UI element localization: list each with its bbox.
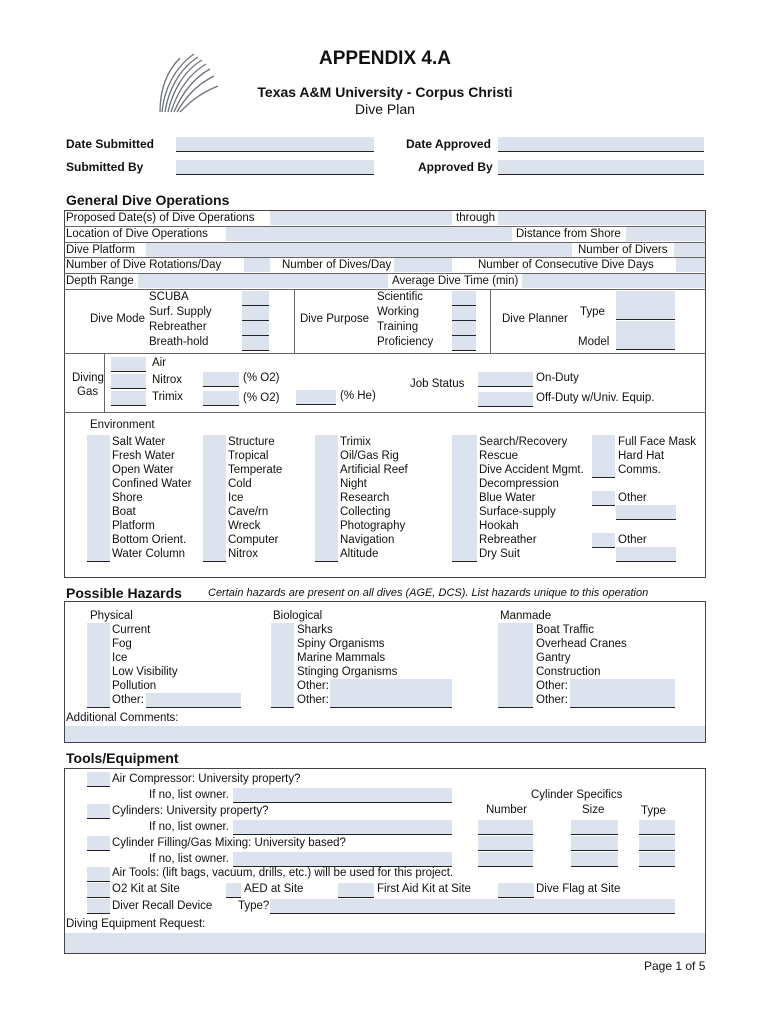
- env-check-2-9[interactable]: [203, 547, 226, 562]
- env-option-2-8: Computer: [228, 534, 279, 546]
- env-check-3-9[interactable]: [315, 547, 338, 562]
- environment-label: Environment: [90, 419, 155, 431]
- env-option-2-2: Tropical: [228, 450, 269, 462]
- env-option-1-3: Open Water: [112, 464, 174, 476]
- physical-other-field[interactable]: [146, 693, 241, 708]
- env-check-4-5[interactable]: [452, 491, 477, 506]
- env-option-3-5: Research: [340, 492, 390, 504]
- o2-kit-label: O2 Kit at Site: [112, 883, 180, 895]
- trimix-o2-field[interactable]: [203, 391, 239, 406]
- env-option-2-5: Ice: [228, 492, 244, 504]
- hazard-check-1-5[interactable]: [87, 679, 110, 694]
- hazard-option-1-4: Low Visibility: [112, 666, 178, 678]
- env-check-3-1[interactable]: [315, 435, 338, 450]
- env-check-4-6[interactable]: [452, 505, 477, 520]
- hazard-option-3-6: Other:: [536, 694, 568, 706]
- env-other-field-2[interactable]: [616, 547, 676, 562]
- hazard-check-2-3[interactable]: [271, 651, 294, 666]
- purpose-working-check[interactable]: [452, 306, 476, 321]
- num-divers-label: Number of Divers: [578, 244, 668, 256]
- env-option-1-7: Platform: [112, 520, 155, 532]
- env-option-1-5: Shore: [112, 492, 143, 504]
- nitrox-o2-field[interactable]: [203, 372, 239, 387]
- env-other-check-1[interactable]: [592, 491, 615, 506]
- mode-rebreather: Rebreather: [149, 321, 207, 333]
- cyl-number-3[interactable]: [478, 852, 533, 867]
- gas-label: Gas: [77, 386, 99, 398]
- trimix-he-label: (% He): [340, 390, 376, 402]
- env-check-1-4[interactable]: [87, 477, 110, 492]
- hazard-option-1-1: Current: [112, 624, 151, 636]
- dive-flag-label: Dive Flag at Site: [536, 883, 621, 895]
- env-option-1-1: Salt Water: [112, 436, 166, 448]
- first-aid-check[interactable]: [338, 883, 374, 898]
- env-option-3-3: Artificial Reef: [340, 464, 408, 476]
- num-divers-field[interactable]: [674, 243, 705, 257]
- depth-range-label: Depth Range: [66, 275, 134, 287]
- recall-type-label: Type?: [238, 900, 270, 912]
- env-option-3-6: Collecting: [340, 506, 391, 518]
- cyl-size-2[interactable]: [571, 836, 618, 851]
- mode-surf-check[interactable]: [242, 306, 269, 321]
- purpose-working: Working: [377, 306, 419, 318]
- nitrox-o2-label: (% O2): [243, 372, 280, 384]
- hazard-check-3-6[interactable]: [498, 693, 533, 708]
- env-check-5-1[interactable]: [592, 435, 615, 450]
- manmade-other-field-1[interactable]: [570, 679, 675, 694]
- env-check-3-2[interactable]: [315, 449, 338, 464]
- date-submitted-label: Date Submitted: [66, 137, 155, 151]
- env-check-4-2[interactable]: [452, 449, 477, 464]
- hazards-section-title: Possible Hazards: [66, 585, 182, 601]
- gas-trimix-check[interactable]: [111, 391, 146, 406]
- env-check-5-3[interactable]: [592, 463, 615, 478]
- proposed-dates-end-field[interactable]: [498, 211, 705, 225]
- biological-other-field-1[interactable]: [330, 679, 452, 694]
- env-check-3-8[interactable]: [315, 533, 338, 548]
- mode-breath-check[interactable]: [242, 336, 269, 351]
- air-tools-check[interactable]: [87, 867, 110, 882]
- date-approved-label: Date Approved: [406, 137, 491, 151]
- env-option-2-1: Structure: [228, 436, 275, 448]
- page-number: Page 1 of 5: [644, 959, 706, 973]
- env-option-3-1: Trimix: [340, 436, 371, 448]
- hazard-option-2-2: Spiny Organisms: [297, 638, 385, 650]
- env-other-label-1: Other: [618, 492, 647, 504]
- cylinder-type-label: Type: [641, 805, 666, 817]
- trimix-he-field[interactable]: [296, 390, 336, 405]
- env-option-4-2: Rescue: [479, 450, 518, 462]
- env-check-2-8[interactable]: [203, 533, 226, 548]
- purpose-proficiency-check[interactable]: [452, 336, 476, 351]
- cylinders-label: Cylinders: University property?: [112, 805, 269, 817]
- cyl-number-1[interactable]: [478, 820, 533, 835]
- consecutive-days-field[interactable]: [676, 258, 705, 272]
- platform-label: Dive Platform: [66, 244, 136, 256]
- cyl-type-2[interactable]: [639, 836, 675, 851]
- env-option-3-7: Photography: [340, 520, 406, 532]
- distance-field[interactable]: [626, 227, 705, 241]
- env-check-1-5[interactable]: [87, 491, 110, 506]
- env-option-2-7: Wreck: [228, 520, 261, 532]
- hazard-check-3-3[interactable]: [498, 651, 533, 666]
- compressor-owner-label: If no, list owner.: [149, 789, 229, 801]
- proposed-dates-label: Proposed Date(s) of Dive Operations: [66, 212, 255, 224]
- env-check-2-3[interactable]: [203, 463, 226, 478]
- filling-owner-field[interactable]: [233, 852, 452, 867]
- aed-label: AED at Site: [244, 883, 304, 895]
- env-check-3-6[interactable]: [315, 505, 338, 520]
- env-option-1-6: Boat: [112, 506, 136, 518]
- env-option-1-4: Confined Water: [112, 478, 192, 490]
- trimix-o2-label: (% O2): [243, 392, 280, 404]
- hazard-option-3-3: Gantry: [536, 652, 571, 664]
- hazard-option-2-5: Other:: [297, 680, 329, 692]
- consecutive-days-label: Number of Consecutive Dive Days: [478, 259, 654, 271]
- env-option-3-9: Altitude: [340, 548, 379, 560]
- env-option-4-3: Dive Accident Mgmt.: [479, 464, 584, 476]
- gas-air-check[interactable]: [111, 357, 146, 372]
- cylinder-number-label: Number: [486, 804, 527, 816]
- env-check-5-2[interactable]: [592, 449, 615, 464]
- compressor-check[interactable]: [87, 772, 110, 787]
- hazard-option-2-6: Other:: [297, 694, 329, 706]
- avg-time-field[interactable]: [522, 274, 705, 288]
- env-option-4-7: Hookah: [479, 520, 519, 532]
- purpose-proficiency: Proficiency: [377, 336, 434, 348]
- manmade-other-field-2[interactable]: [570, 693, 675, 708]
- biological-label: Biological: [273, 610, 323, 622]
- hazard-check-3-4[interactable]: [498, 665, 533, 680]
- mode-surf-supply: Surf. Supply: [149, 306, 212, 318]
- depth-range-field[interactable]: [138, 274, 388, 288]
- on-duty-label: On-Duty: [536, 372, 579, 384]
- env-check-1-7[interactable]: [87, 519, 110, 534]
- dive-purpose-label: Dive Purpose: [300, 313, 370, 325]
- hazard-option-3-2: Overhead Cranes: [536, 638, 627, 650]
- env-check-2-5[interactable]: [203, 491, 226, 506]
- env-check-1-6[interactable]: [87, 505, 110, 520]
- equipment-request-field[interactable]: [65, 933, 705, 953]
- env-other-check-2[interactable]: [592, 533, 615, 548]
- hazard-check-3-1[interactable]: [498, 623, 533, 638]
- env-option-4-1: Search/Recovery: [479, 436, 568, 448]
- dive-mode-label: Dive Mode: [90, 313, 145, 325]
- rotations-label: Number of Dive Rotations/Day: [66, 259, 222, 271]
- cylinders-check[interactable]: [87, 804, 110, 819]
- cyl-type-3[interactable]: [639, 852, 675, 867]
- hazard-option-1-3: Ice: [112, 652, 128, 664]
- hazard-check-2-5[interactable]: [271, 679, 294, 694]
- gas-nitrox: Nitrox: [152, 374, 183, 386]
- approved-by-label: Approved By: [418, 160, 493, 174]
- hazard-check-1-6[interactable]: [87, 693, 110, 708]
- env-option-2-3: Temperate: [228, 464, 283, 476]
- distance-label: Distance from Shore: [516, 228, 621, 240]
- location-label: Location of Dive Operations: [66, 228, 208, 240]
- mode-scuba: SCUBA: [149, 291, 189, 303]
- hazard-option-3-5: Other:: [536, 680, 568, 692]
- env-check-3-5[interactable]: [315, 491, 338, 506]
- env-option-4-8: Rebreather: [479, 534, 537, 546]
- env-check-2-6[interactable]: [203, 505, 226, 520]
- gas-nitrox-check[interactable]: [111, 374, 146, 389]
- date-submitted-field[interactable]: [176, 137, 374, 152]
- location-field[interactable]: [226, 227, 512, 241]
- hazard-option-3-4: Construction: [536, 666, 601, 678]
- planner-model-field[interactable]: [616, 321, 675, 350]
- avg-time-label: Average Dive Time (min): [392, 275, 519, 287]
- env-other-field-1[interactable]: [616, 505, 676, 520]
- compressor-label: Air Compressor: University property?: [112, 773, 301, 785]
- hazard-check-2-2[interactable]: [271, 637, 294, 652]
- approved-by-field[interactable]: [498, 160, 704, 175]
- env-option-5-2: Hard Hat: [618, 450, 665, 462]
- first-aid-label: First Aid Kit at Site: [377, 883, 471, 895]
- cyl-size-3[interactable]: [571, 852, 618, 867]
- hazards-note: Certain hazards are present on all dives (AGE, DCS). List hazards unique to this operation: [208, 587, 649, 599]
- compressor-owner-field[interactable]: [233, 788, 452, 803]
- hazard-option-1-2: Fog: [112, 638, 132, 650]
- proposed-dates-start-field[interactable]: [270, 211, 452, 225]
- filling-label: Cylinder Filling/Gas Mixing: University based?: [112, 837, 346, 849]
- env-option-3-8: Navigation: [340, 534, 395, 546]
- cyl-size-1[interactable]: [571, 820, 618, 835]
- mode-rebreather-check[interactable]: [242, 321, 269, 336]
- planner-type-label: Type: [580, 306, 605, 318]
- env-other-label-2: Other: [618, 534, 647, 546]
- env-option-3-4: Night: [340, 478, 367, 490]
- env-check-1-2[interactable]: [87, 449, 110, 464]
- physical-label: Physical: [90, 610, 133, 622]
- hazard-check-2-4[interactable]: [271, 665, 294, 680]
- gas-trimix: Trimix: [152, 391, 183, 403]
- hazard-check-3-2[interactable]: [498, 637, 533, 652]
- dive-planner-label: Dive Planner: [502, 313, 568, 325]
- dives-day-field[interactable]: [394, 258, 452, 272]
- date-approved-field[interactable]: [498, 137, 704, 152]
- through-label: through: [456, 212, 496, 224]
- filling-owner-label: If no, list owner.: [149, 853, 229, 865]
- planner-model-label: Model: [578, 336, 610, 348]
- job-status-label: Job Status: [410, 378, 465, 390]
- hazard-check-3-5[interactable]: [498, 679, 533, 694]
- recall-type-field[interactable]: [270, 899, 675, 914]
- off-duty-label: Off-Duty w/Univ. Equip.: [536, 392, 655, 404]
- air-tools-label: Air Tools: (lift bags, vacuum, drills, etc.) will be used for this project.: [112, 867, 454, 879]
- hazard-option-2-3: Marine Mammals: [297, 652, 386, 664]
- env-option-2-6: Cave/rn: [228, 506, 269, 518]
- on-duty-check[interactable]: [478, 372, 533, 387]
- env-check-4-1[interactable]: [452, 435, 477, 450]
- env-check-2-1[interactable]: [203, 435, 226, 450]
- env-check-4-8[interactable]: [452, 533, 477, 548]
- gas-air: Air: [152, 357, 167, 369]
- submitted-by-field[interactable]: [176, 160, 374, 175]
- equipment-request-label: Diving Equipment Request:: [66, 918, 206, 930]
- additional-comments-field[interactable]: [65, 726, 705, 742]
- env-option-3-2: Oil/Gas Rig: [340, 450, 399, 462]
- platform-field[interactable]: [146, 243, 572, 257]
- rotations-field[interactable]: [244, 258, 270, 272]
- hazard-option-2-4: Stinging Organisms: [297, 666, 398, 678]
- off-duty-check[interactable]: [478, 392, 533, 407]
- appendix-title: APPENDIX 4.A: [319, 48, 451, 69]
- hazard-option-2-1: Sharks: [297, 624, 333, 636]
- env-option-4-4: Decompression: [479, 478, 559, 490]
- env-check-2-2[interactable]: [203, 449, 226, 464]
- aed-check[interactable]: [226, 883, 241, 898]
- dives-day-label: Number of Dives/Day: [282, 259, 392, 271]
- cylinders-owner-label: If no, list owner.: [149, 821, 229, 833]
- dive-flag-check[interactable]: [498, 883, 534, 898]
- env-option-5-3: Comms.: [618, 464, 661, 476]
- env-option-1-2: Fresh Water: [112, 450, 175, 462]
- env-check-4-9[interactable]: [452, 547, 477, 562]
- env-check-1-3[interactable]: [87, 463, 110, 478]
- env-check-1-1[interactable]: [87, 435, 110, 450]
- mode-breath-hold: Breath-hold: [149, 336, 209, 348]
- document-subtitle: Dive Plan: [355, 101, 415, 117]
- diving-label: Diving: [72, 372, 104, 384]
- hazard-check-1-1[interactable]: [87, 623, 110, 638]
- hazard-option-3-1: Boat Traffic: [536, 624, 594, 636]
- tools-section-title: Tools/Equipment: [66, 750, 179, 766]
- purpose-scientific: Scientific: [377, 291, 424, 303]
- additional-comments-label: Additional Comments:: [66, 712, 179, 724]
- env-check-1-9[interactable]: [87, 547, 110, 562]
- filling-check[interactable]: [87, 836, 110, 851]
- cylinders-owner-field[interactable]: [233, 820, 452, 835]
- mode-scuba-check[interactable]: [242, 291, 269, 306]
- env-check-3-3[interactable]: [315, 463, 338, 478]
- env-option-2-4: Cold: [228, 478, 252, 490]
- cyl-number-2[interactable]: [478, 836, 533, 851]
- general-section-title: General Dive Operations: [66, 192, 230, 208]
- biological-other-field-2[interactable]: [330, 693, 452, 708]
- purpose-scientific-check[interactable]: [452, 291, 476, 306]
- env-check-3-4[interactable]: [315, 477, 338, 492]
- env-option-4-6: Surface-supply: [479, 506, 556, 518]
- hazard-check-1-2[interactable]: [87, 637, 110, 652]
- university-name: Texas A&M University - Corpus Christi: [257, 84, 513, 100]
- cylinder-size-label: Size: [582, 804, 605, 816]
- env-check-4-3[interactable]: [452, 463, 477, 478]
- o2-kit-check[interactable]: [87, 883, 110, 898]
- env-option-1-8: Bottom Orient.: [112, 534, 187, 546]
- cyl-type-1[interactable]: [639, 820, 675, 835]
- env-option-5-1: Full Face Mask: [618, 436, 696, 448]
- env-option-1-9: Water Column: [112, 548, 186, 560]
- planner-type-field[interactable]: [616, 291, 675, 320]
- submitted-by-label: Submitted By: [66, 160, 144, 174]
- env-check-2-7[interactable]: [203, 519, 226, 534]
- purpose-training-check[interactable]: [452, 321, 476, 336]
- env-check-3-7[interactable]: [315, 519, 338, 534]
- env-check-1-8[interactable]: [87, 533, 110, 548]
- hazard-check-1-4[interactable]: [87, 665, 110, 680]
- purpose-training: Training: [377, 321, 419, 333]
- manmade-label: Manmade: [500, 610, 552, 622]
- recall-device-label: Diver Recall Device: [112, 900, 213, 912]
- recall-device-check[interactable]: [87, 899, 110, 914]
- env-option-4-9: Dry Suit: [479, 548, 520, 560]
- hazard-check-2-6[interactable]: [271, 693, 294, 708]
- hazard-check-2-1[interactable]: [271, 623, 294, 638]
- env-check-2-4[interactable]: [203, 477, 226, 492]
- env-option-2-9: Nitrox: [228, 548, 259, 560]
- hazard-option-1-6: Other:: [112, 694, 144, 706]
- hazard-check-1-3[interactable]: [87, 651, 110, 666]
- cylinder-specifics-label: Cylinder Specifics: [531, 789, 623, 801]
- hazard-option-1-5: Pollution: [112, 680, 157, 692]
- env-option-4-5: Blue Water: [479, 492, 536, 504]
- env-check-4-4[interactable]: [452, 477, 477, 492]
- env-check-4-7[interactable]: [452, 519, 477, 534]
